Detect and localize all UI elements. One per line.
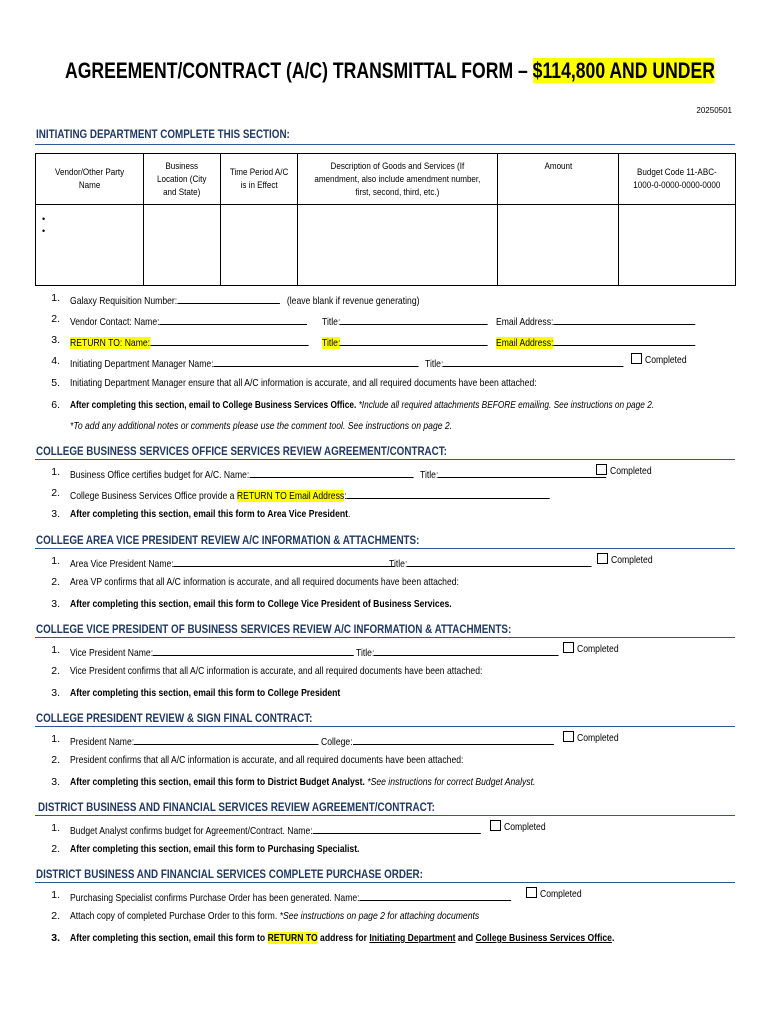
item-number: 2. (51, 487, 60, 499)
section-divider (35, 882, 735, 883)
form-title (65, 58, 770, 84)
manager-completed-checkbox[interactable]: Completed (631, 353, 696, 366)
manager-title-field[interactable] (443, 355, 623, 367)
vendor-contact-email-field[interactable] (553, 313, 695, 325)
item-number: 2. (51, 910, 60, 922)
vendor-contact-name-field[interactable] (160, 313, 308, 325)
president-college-line: College: (321, 733, 605, 748)
return-to-email-highlight: RETURN TO Email Address (236, 490, 345, 502)
item-number: 2. (51, 313, 60, 325)
checkbox-icon[interactable] (490, 820, 501, 831)
vpbs-title-field[interactable] (374, 644, 559, 656)
vendor-contact-line: Vendor Contact: Name: (70, 313, 359, 328)
po-specialist-name-field[interactable] (360, 889, 512, 901)
col-time-period: Time Period A/C is in Effect (220, 154, 297, 205)
return-to-email-field[interactable] (553, 334, 695, 346)
item-number: 1. (51, 555, 60, 567)
checkbox-icon[interactable] (596, 464, 607, 475)
vendor-table-header (36, 154, 736, 205)
district-review-section-heading: DISTRICT BUSINESS AND FINANCIAL SERVICES REVIEW AGREEMENT/CONTRACT: (38, 800, 435, 814)
vpbs-name-field[interactable] (153, 644, 354, 656)
avp-confirm-text: Area VP confirms that all A/C information is accurate, and all required documents have been attached: (70, 576, 459, 588)
return-to-label: RETURN TO: Name: (70, 337, 151, 349)
return-to-title-field[interactable] (340, 334, 488, 346)
item-number: 2. (51, 754, 60, 766)
item-number: 3. (51, 598, 60, 610)
return-email-line: Email Address: (496, 334, 739, 349)
description-cell[interactable] (297, 205, 497, 286)
avp-name-line: Area Vice President Name: (70, 555, 466, 570)
manager-title-line: Title: (425, 355, 667, 370)
president-name-field[interactable] (134, 733, 319, 745)
checkbox-icon[interactable] (526, 887, 537, 898)
item-number: 5. (51, 377, 60, 389)
item-number: 1. (51, 733, 60, 745)
galaxy-requisition-field[interactable] (177, 292, 280, 304)
vendor-table (35, 153, 736, 286)
item-number: 2. (51, 843, 60, 855)
po-attach-text: Attach copy of completed Purchase Order to this form. *See instructions on page 2 for attaching documents (70, 910, 480, 922)
section-divider (35, 459, 735, 460)
item-number: 2. (51, 665, 60, 677)
checkbox-icon[interactable] (631, 353, 642, 364)
bo-return-email-field[interactable] (347, 487, 550, 499)
bo-title-line: Title: (420, 466, 647, 481)
section-divider (35, 637, 735, 638)
item-number: 1. (51, 644, 60, 656)
president-confirm-text: President confirms that all A/C information is accurate, and all required documents have been attached: (70, 754, 464, 766)
vpbs-title-line: Title: (356, 644, 603, 659)
manager-name-field[interactable] (214, 355, 419, 367)
bullet: • (42, 214, 46, 224)
checkbox-icon[interactable] (563, 731, 574, 742)
bo-title-field[interactable] (438, 466, 606, 478)
col-amount: Amount (497, 154, 619, 205)
return-title-line: Title: (322, 334, 524, 349)
avp-completed-checkbox[interactable]: Completed (597, 553, 662, 566)
po-after-text: After completing this section, email this form to RETURN TO address for Initiating Department and College Business Services Office. (70, 932, 615, 944)
avp-name-field[interactable] (174, 555, 395, 567)
checkbox-icon[interactable] (563, 642, 574, 653)
vpbs-name-line: Vice President Name: (70, 644, 416, 659)
section-divider (35, 726, 735, 727)
analyst-completed-checkbox[interactable]: Completed (490, 820, 555, 833)
return-to-name-field[interactable] (150, 334, 308, 346)
initiating-after-text: After completing this section, email to College Business Services Office. *Include all required attachments BEFORE emailing. See instructions on page 2. (70, 399, 655, 411)
galaxy-line: Galaxy Requisition Number: (leave blank if revenue generating) (70, 292, 496, 307)
revision-date: 20250501 (696, 106, 732, 115)
checkbox-icon[interactable] (597, 553, 608, 564)
manager-ensure-text: Initiating Department Manager ensure that all A/C information is accurate, and all required documents have been attached: (70, 377, 537, 389)
bo-name-field[interactable] (249, 466, 413, 478)
item-number: 1. (51, 822, 60, 834)
item-number: 6. (51, 399, 60, 411)
item-number: 3. (51, 776, 60, 788)
col-description: Description of Goods and Services (If amendment, also include amendment number, first, second, third, etc.) (297, 154, 497, 205)
vendor-name-cell[interactable] (36, 205, 144, 286)
bo-completed-checkbox[interactable]: Completed (596, 464, 661, 477)
analyst-after-text: After completing this section, email this form to Purchasing Specialist. (70, 843, 360, 855)
col-business-location: Business Location (City and State) (144, 154, 220, 205)
item-number: 3. (51, 932, 60, 944)
manager-name-line: Initiating Department Manager Name: (70, 355, 495, 370)
title-amount-highlight: $114,800 AND UNDER (532, 58, 715, 83)
section-divider (35, 548, 735, 549)
col-vendor-name: Vendor/Other Party Name (36, 154, 144, 205)
vendor-table-row (36, 205, 736, 286)
item-number: 1. (51, 889, 60, 901)
notes-instruction-text: *To add any additional notes or comments please use the comment tool. See instructions on page 2. (70, 420, 453, 432)
vendor-email-line: Email Address: (496, 313, 739, 328)
vpbs-confirm-text: Vice President confirms that all A/C information is accurate, and all required documents have been attached: (70, 665, 483, 677)
item-number: 1. (51, 466, 60, 478)
bo-certify-line: Business Office certifies budget for A/C. Name: (70, 466, 489, 481)
location-cell[interactable] (144, 205, 220, 286)
section-divider (35, 815, 735, 816)
area-vp-section-heading: COLLEGE AREA VICE PRESIDENT REVIEW A/C INFORMATION & ATTACHMENTS: (36, 533, 420, 547)
bullet: • (42, 226, 46, 236)
po-confirm-line: Purchasing Specialist confirms Purchase Order has been generated. Name: (70, 889, 608, 904)
bo-after-text: After completing this section, email this form to Area Vice President. (70, 508, 351, 520)
president-section-heading: COLLEGE PRESIDENT REVIEW & SIGN FINAL CONTRACT: (36, 711, 313, 725)
vpbs-completed-checkbox[interactable]: Completed (563, 642, 628, 655)
president-completed-checkbox[interactable]: Completed (563, 731, 628, 744)
item-number: 3. (51, 334, 60, 346)
item-number: 3. (51, 687, 60, 699)
budget-code-cell[interactable] (619, 205, 736, 286)
initiating-section-heading: INITIATING DEPARTMENT COMPLETE THIS SECTION: (36, 127, 290, 141)
amount-cell[interactable] (497, 205, 619, 286)
item-number: 2. (51, 576, 60, 588)
vendor-title-line: Title: (322, 313, 524, 328)
return-to-highlight: RETURN TO (267, 932, 318, 944)
po-completed-checkbox[interactable]: Completed (526, 887, 591, 900)
vpbs-after-text: After completing this section, email this form to College President (70, 687, 341, 699)
bo-provide-line: College Business Services Office provide a RETURN TO Email Address: (70, 487, 655, 502)
president-college-field[interactable] (353, 733, 554, 745)
section-divider (35, 144, 735, 145)
col-budget-code: Budget Code 11-ABC-1000-0-0000-0000-0000 (619, 154, 736, 205)
item-number: 3. (51, 508, 60, 520)
return-to-line (70, 334, 361, 349)
district-po-section-heading: DISTRICT BUSINESS AND FINANCIAL SERVICES COMPLETE PURCHASE ORDER: (36, 867, 423, 881)
vp-business-section-heading: COLLEGE VICE PRESIDENT OF BUSINESS SERVICES REVIEW A/C INFORMATION & ATTACHMENTS: (36, 622, 512, 636)
item-number: 1. (51, 292, 60, 304)
item-number: 4. (51, 355, 60, 367)
vendor-contact-title-field[interactable] (340, 313, 488, 325)
title-text: AGREEMENT/CONTRACT (A/C) TRANSMITTAL FORM – (65, 58, 533, 83)
avp-title-line: Title: (389, 555, 636, 570)
business-office-section-heading: COLLEGE BUSINESS SERVICES OFFICE SERVICES REVIEW AGREEMENT/CONTRACT: (36, 444, 447, 458)
analyst-line: Budget Analyst confirms budget for Agreement/Contract. Name: (70, 822, 571, 837)
president-name-line: President Name: (70, 733, 373, 748)
president-after-text: After completing this section, email this form to District Budget Analyst. *See instructions for correct Budget Analyst. (70, 776, 536, 788)
avp-title-field[interactable] (407, 555, 592, 567)
time-period-cell[interactable] (220, 205, 297, 286)
avp-after-text: After completing this section, email this form to College Vice President of Business Services. (70, 598, 452, 610)
analyst-name-field[interactable] (313, 822, 481, 834)
